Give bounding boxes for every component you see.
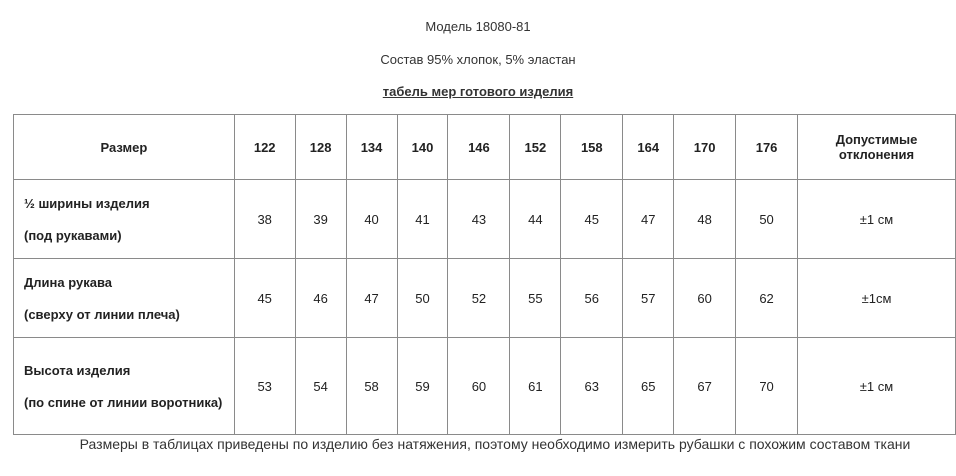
value-cell: 60	[674, 259, 736, 338]
value-cell: 38	[234, 180, 295, 259]
value-cell: 45	[561, 180, 623, 259]
table-row	[14, 259, 956, 338]
row-sublabel: (под рукавами)	[24, 227, 122, 243]
value-cell: 65	[623, 338, 674, 435]
row-label: Длина рукава	[24, 274, 112, 290]
size-col-header: 140	[397, 115, 448, 180]
value-cell: 63	[561, 338, 623, 435]
row-label: Высота изделия	[24, 362, 131, 378]
value-cell: 57	[623, 259, 674, 338]
model-title: Модель 18080-81	[425, 19, 531, 34]
value-cell: 50	[736, 180, 798, 259]
size-col-header: 158	[561, 115, 623, 180]
value-cell: 55	[510, 259, 561, 338]
size-col-header: 164	[623, 115, 674, 180]
value-cell: 50	[397, 259, 448, 338]
value-cell: 61	[510, 338, 561, 435]
size-col-header: 152	[510, 115, 561, 180]
row-label-cell	[14, 259, 235, 338]
footer-note: Размеры в таблицах приведены по изделию без натяжения, поэтому необходимо измерить рубашки с похожим составом ткани	[79, 436, 911, 452]
value-cell: 48	[674, 180, 736, 259]
table-row	[14, 180, 956, 259]
size-col-header: 146	[448, 115, 510, 180]
value-cell: 44	[510, 180, 561, 259]
size-header-cell: Размер	[14, 115, 235, 180]
size-col-header: 176	[736, 115, 798, 180]
value-cell: 67	[674, 338, 736, 435]
value-cell: 43	[448, 180, 510, 259]
table-row	[14, 338, 956, 435]
row-sublabel: (сверху от линии плеча)	[24, 306, 180, 322]
size-col-header: 170	[674, 115, 736, 180]
size-chart-table	[13, 114, 956, 435]
value-cell: 41	[397, 180, 448, 259]
size-col-header: 134	[346, 115, 397, 180]
value-cell: 59	[397, 338, 448, 435]
header-row	[14, 115, 956, 180]
tolerance-cell: ±1см	[798, 259, 956, 338]
size-col-header: 122	[234, 115, 295, 180]
value-cell: 39	[295, 180, 346, 259]
measurements-subtitle: табель мер готового изделия	[382, 84, 574, 99]
tolerance-cell: ±1 см	[798, 338, 956, 435]
value-cell: 62	[736, 259, 798, 338]
size-col-header: 128	[295, 115, 346, 180]
value-cell: 47	[623, 180, 674, 259]
composition-text: Состав 95% хлопок, 5% эластан	[380, 52, 576, 67]
row-label: ½ ширины изделия	[24, 195, 150, 211]
value-cell: 60	[448, 338, 510, 435]
value-cell: 52	[448, 259, 510, 338]
value-cell: 45	[234, 259, 295, 338]
value-cell: 58	[346, 338, 397, 435]
value-cell: 40	[346, 180, 397, 259]
tolerance-cell: ±1 см	[798, 180, 956, 259]
value-cell: 56	[561, 259, 623, 338]
row-label-cell	[14, 180, 235, 259]
row-label-cell	[14, 338, 235, 435]
value-cell: 46	[295, 259, 346, 338]
row-sublabel: (по спине от линии воротника)	[24, 394, 223, 410]
tolerance-header-cell: Допустимые отклонения	[798, 115, 956, 180]
value-cell: 47	[346, 259, 397, 338]
value-cell: 70	[736, 338, 798, 435]
value-cell: 53	[234, 338, 295, 435]
value-cell: 54	[295, 338, 346, 435]
